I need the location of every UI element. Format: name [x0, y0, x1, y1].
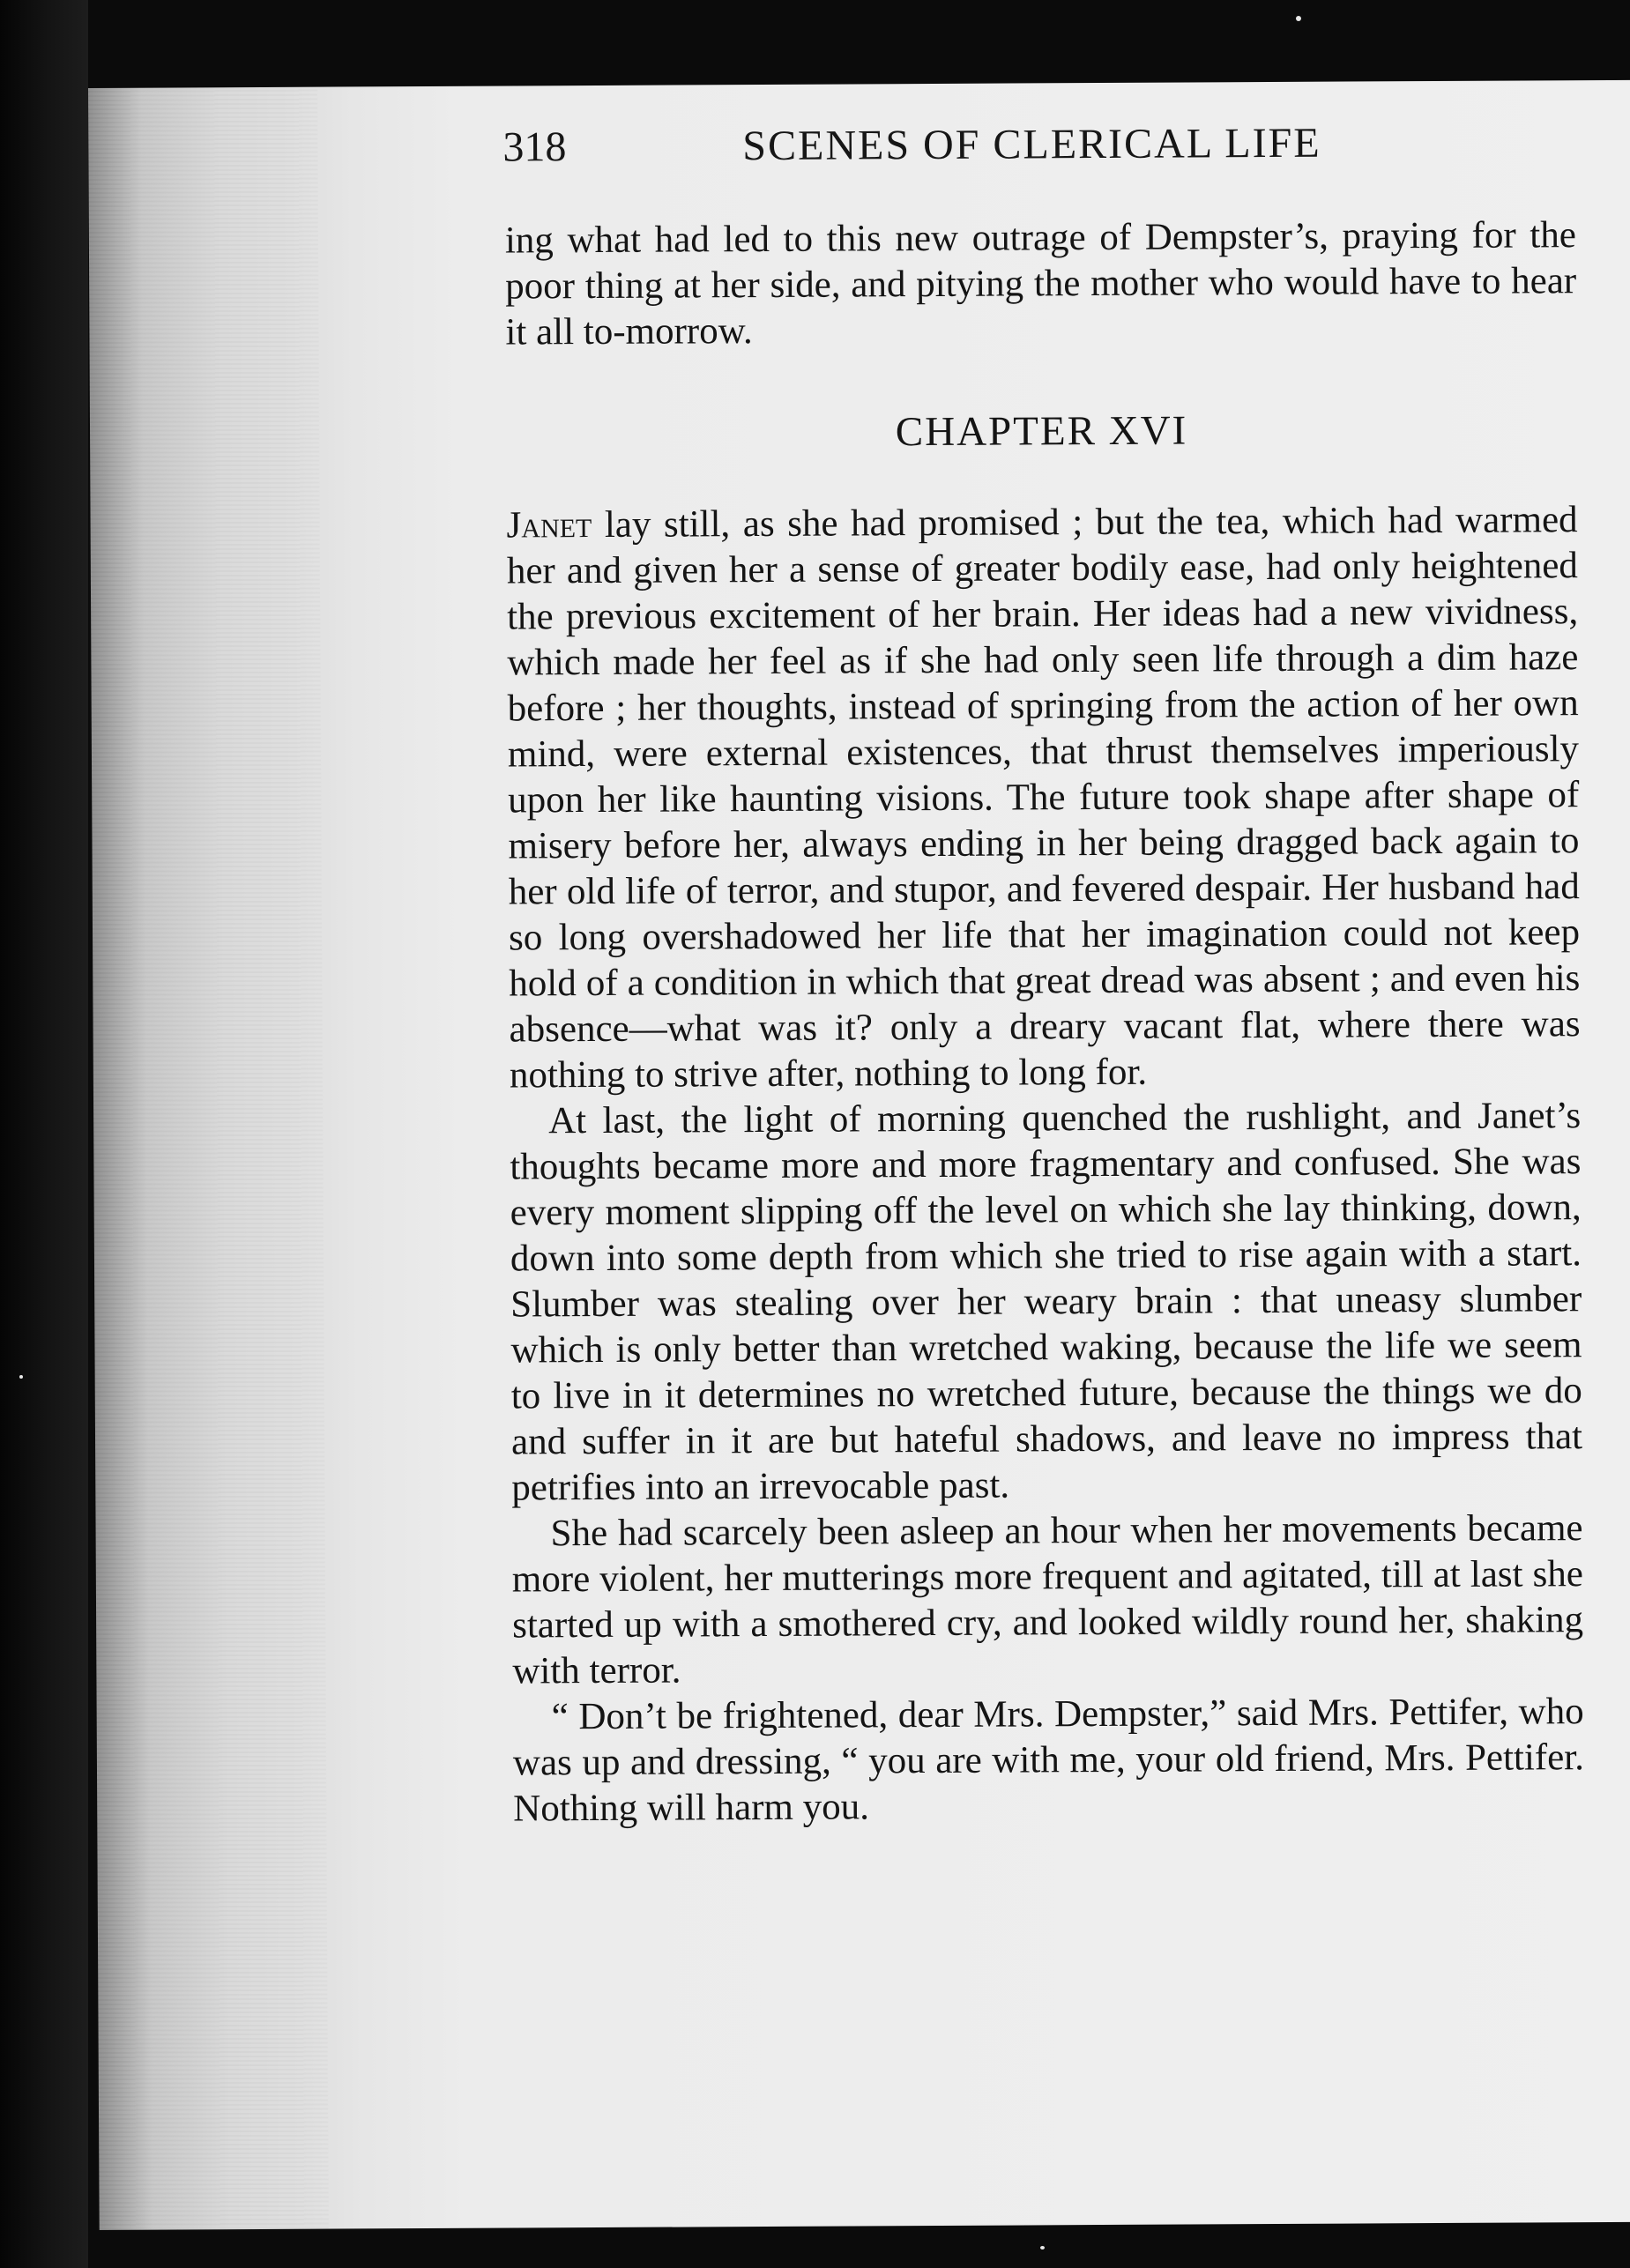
book-spine-shadow	[0, 0, 88, 2268]
text-block	[505, 212, 1587, 2201]
dust-speck	[19, 1375, 23, 1379]
book-title: SCENES OF CLERICAL LIFE	[742, 119, 1321, 170]
dust-speck	[1040, 2246, 1045, 2249]
chapter-heading: CHAPTER XVI	[895, 407, 1188, 456]
paragraph-1	[506, 497, 1581, 1098]
page-gutter	[88, 87, 329, 2230]
book-page	[88, 80, 1630, 2230]
paragraph-4: “ Don’t be frightened, dear Mrs. Dempster,” said Mrs. Pettifer, who was up and dressing, “ you are with me, your old friend, Mrs. Pettifer. Nothing will harm you.	[512, 1691, 1585, 1830]
page-number: 318	[502, 123, 567, 171]
carryover-paragraph: ing what had led to this new outrage of Dempster’s, praying for the poor thing at her side, and pitying the mother who would have to hear it all to-morrow.	[504, 214, 1577, 353]
paragraph-1-text: lay still, as she had promised ; but the tea, which had warmed her and given her a sense of greater bodily ease, had only heightened the previous excitement of her brain. Her ideas had a new vividness, which made her feel as if she had only seen life through a dim haze before ; her thoughts, instead of springing from the action of her own mind, were external existences, that thrust themselves imperiously upon her like haunting visions. The future took shape after shape of misery before her, always ending in her being dragged back again to her old life of terror, and stupor, and fevered despair. Her husband had so long overshadowed her life that her imagination could not keep hold of a condition in which that great dread was absent ; and even his absence—what was it? only a dreary vacant flat, where there was nothing to strive after, nothing to long for.	[506, 499, 1581, 1097]
paragraph-2: At last, the light of morning quenched the rushlight, and Janet’s thoughts became more and more fragmentary and confused. She was every moment slipping off the level on which she lay thinking, down, down into some depth from which she tried to rise again with a start. Slumber was stealing over her weary brain : that uneasy slumber which is only better than wretched waking, because the life we seem to live in it determines no wretched future, because the things we do and suffer in it are but hateful shadows, and leave no impress that petrifies into an irrevocable past.	[510, 1095, 1583, 1509]
paragraph-3: She had scarcely been asleep an hour when her movements became more violent, her mutterings more frequent and agitated, till at last she started up with a smothered cry, and looked wildly round her, shaking with terror.	[511, 1507, 1584, 1692]
paragraph-1-lead: Janet	[506, 504, 592, 547]
dust-speck	[1296, 16, 1301, 21]
running-head	[502, 118, 1472, 194]
